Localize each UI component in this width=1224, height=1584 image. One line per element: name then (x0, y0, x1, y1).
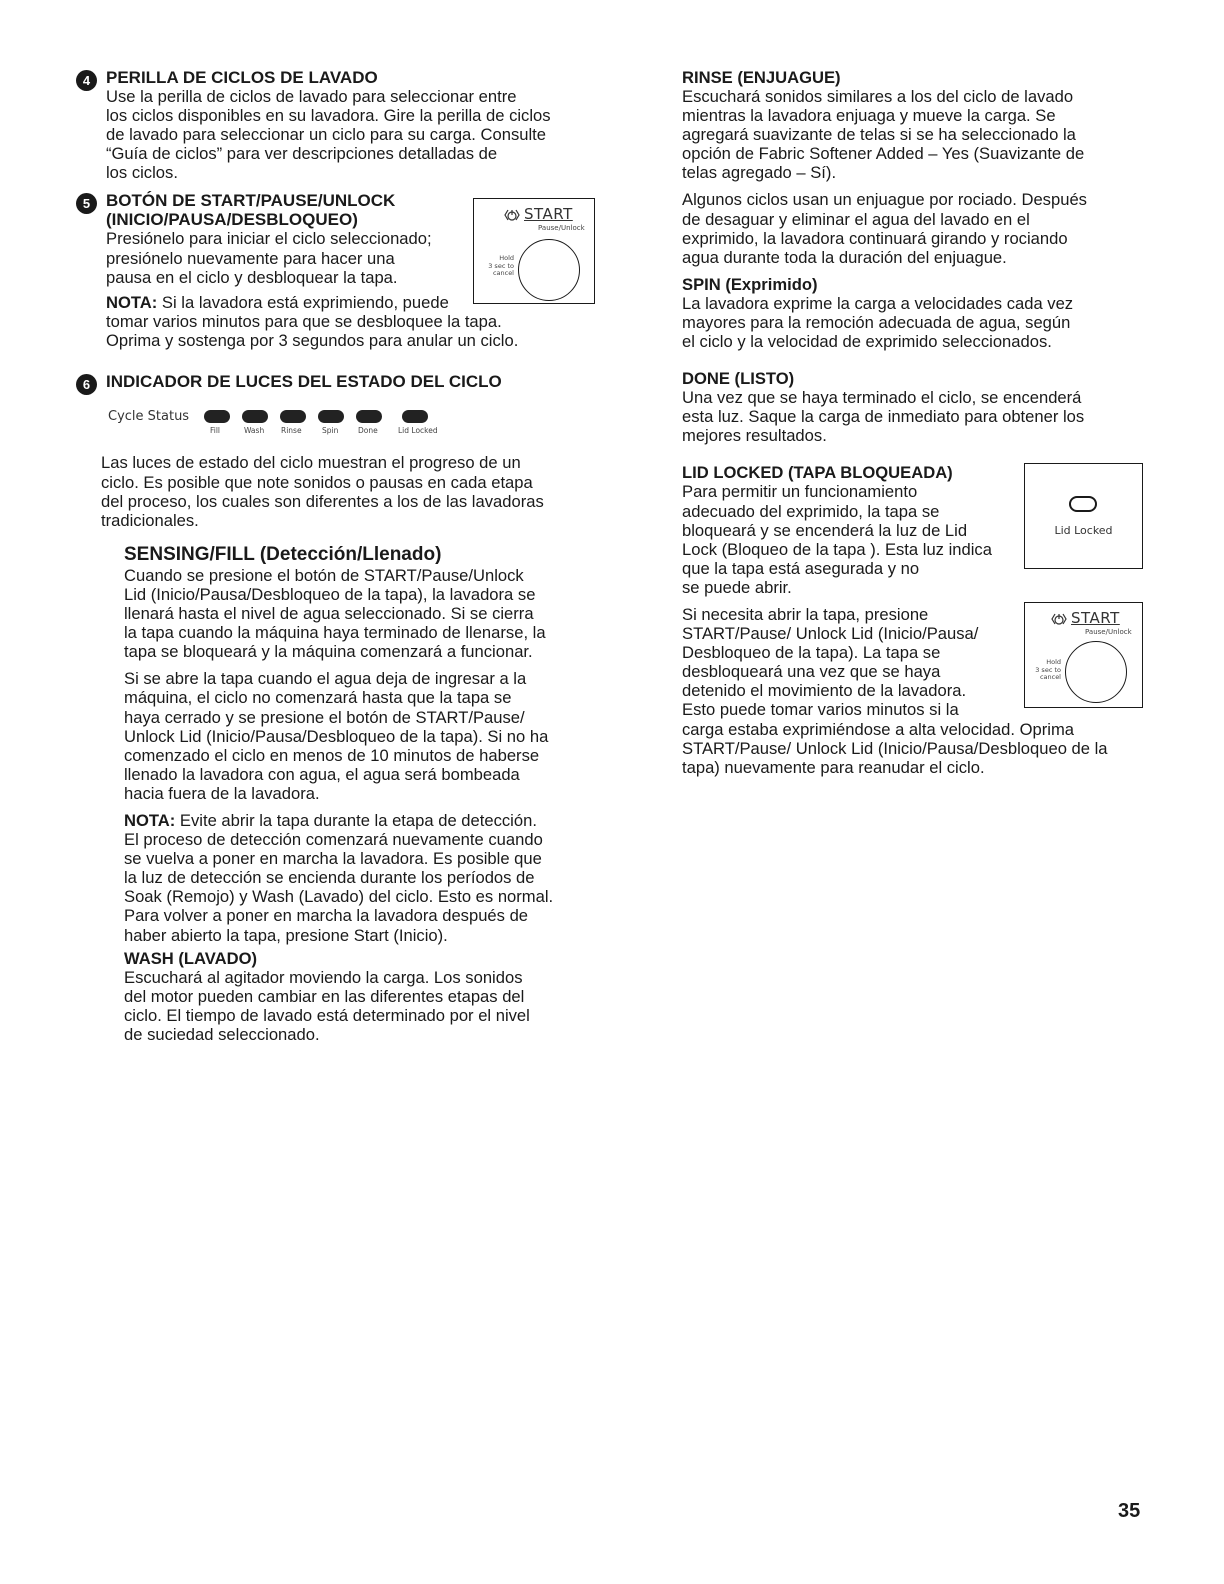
section-title: INDICADOR DE LUCES DEL ESTADO DEL CICLO (106, 372, 502, 392)
text-line: máquina, el ciclo no comenzará hasta que la tapa se (124, 688, 512, 708)
left-column (76, 68, 606, 1044)
text-line: esta luz. Saque la carga de inmediato para obtener los (682, 407, 1085, 427)
text-line: Para permitir un funcionamiento (682, 482, 918, 502)
text-line: mejores resultados. (682, 426, 827, 446)
text-line: agua durante toda la duración del enjuague. (682, 247, 1007, 267)
cycle-status-lights (76, 405, 606, 439)
done-title: DONE (LISTO) (682, 369, 795, 389)
done-tag: Done (358, 426, 378, 436)
page-number: 35 (1118, 1500, 1141, 1522)
text-line: El proceso de detección comenzará nuevamente cuando (124, 830, 543, 850)
text-line: Escuchará al agitador moviendo la carga. Los sonidos (124, 967, 523, 987)
text-line: de desaguar y eliminar el agua del lavado en el (682, 209, 1030, 229)
text-line: del motor pueden cambiar en las diferentes etapas del (124, 986, 525, 1006)
text-line: se puede abrir. (682, 577, 792, 597)
text-line: Una vez que se haya terminado el ciclo, se encenderá (682, 388, 1082, 408)
section-title: PERILLA DE CICLOS DE LAVADO (106, 68, 378, 87)
text-line: la tapa cuando la máquina haya terminado de llenarse, la (124, 623, 546, 643)
wash-title: WASH (LAVADO) (124, 948, 258, 968)
section-cycle-status (76, 372, 606, 1044)
spin-title: SPIN (Exprimido) (682, 274, 818, 294)
text-line: mientras la lavadora enjuaga y mueve la carga. Se (682, 106, 1056, 126)
text-line: ciclo. Es posible que note sonidos o pausas en cada etapa (101, 472, 533, 492)
start-button-circle[interactable] (518, 239, 580, 301)
text-line: agregará suavizante de telas si se ha seleccionado la (682, 125, 1076, 145)
text-line: Soak (Remojo) y Wash (Lavado) del ciclo. Esto es normal. (124, 887, 554, 907)
text-line: mayores para la remoción adecuada de agua, según (682, 312, 1071, 332)
start-button-illustration (473, 198, 595, 304)
text-line: Use la perilla de ciclos de lavado para seleccionar entre (106, 87, 517, 106)
pause-unlock-label: Pause/Unlock (1085, 628, 1132, 636)
text-line: tapa) nuevamente para reanudar el ciclo. (682, 757, 985, 777)
text-line: llenado la lavadora con agua, el agua será bombeada (124, 764, 520, 784)
hold-cancel-label (478, 255, 514, 278)
text-line: La lavadora exprime la carga a velocidades cada vez (682, 293, 1074, 313)
text-line: bloqueará y se encenderá la luz de Lid (682, 520, 968, 540)
text-line: que la tapa está asegurada y no (682, 558, 920, 578)
lid-locked-light (402, 410, 428, 423)
text-line: el ciclo y la velocidad de exprimido seleccionados. (682, 332, 1052, 352)
text-line: se vuelva a poner en marcha la lavadora. Es posible que (124, 849, 542, 869)
text-line: Desbloqueo de la tapa). La tapa se (682, 643, 941, 663)
text-line: Lid (Inicio/Pausa/Desbloqueo de la tapa), la lavadora se (124, 584, 536, 604)
text-line: Escuchará sonidos similares a los del ciclo de lavado (682, 87, 1074, 106)
hold-line: Hold (499, 254, 514, 262)
section-cycle-knob (76, 68, 606, 182)
text-line: hacia fuera de la lavadora. (124, 783, 320, 803)
text-line: exprimido, la lavadora continuará girando y rociando (682, 228, 1068, 248)
rinse-title: RINSE (ENJUAGUE) (682, 68, 841, 87)
text-line: los ciclos. (106, 163, 178, 183)
text-line: Algunos ciclos usan un enjuague por rociado. Después (682, 190, 1087, 210)
fill-light (204, 410, 230, 423)
text-line: pausa en el ciclo y desbloquear la tapa. (106, 267, 398, 287)
text-line: Para volver a poner en marcha la lavadora después de (124, 906, 529, 926)
text-line: carga estaba exprimiéndose a alta velocidad. Oprima (682, 719, 1075, 739)
done-light (356, 410, 382, 423)
power-icon (504, 207, 520, 223)
text-line: los ciclos disponibles en su lavadora. Gire la perilla de ciclos (106, 106, 551, 126)
cycle-status-label: Cycle Status (108, 409, 190, 425)
text-line: del proceso, los cuales son diferentes a los de las lavadoras (101, 491, 544, 511)
text-line: Esto puede tomar varios minutos si la (682, 700, 959, 720)
text-line: Lock (Bloqueo de la tapa ). Esta luz indica (682, 539, 992, 559)
spin-tag: Spin (322, 426, 339, 436)
hold-line: 3 sec to (488, 261, 514, 270)
rinse-light (280, 410, 306, 423)
text-line: adecuado del exprimido, la tapa se (682, 501, 940, 521)
note-label: NOTA: (106, 292, 158, 312)
wash-light (242, 410, 268, 423)
text-line: Las luces de estado del ciclo muestran el progreso de un (101, 453, 521, 473)
lid-locked-illustration (1024, 463, 1143, 569)
section-number-5: 5 (76, 193, 97, 214)
text-line: comenzado el ciclo en menos de 10 minutos de haberse (124, 745, 540, 765)
text-line: tapa se bloqueará y la máquina comenzará a funcionar. (124, 642, 533, 662)
section-number-6: 6 (76, 374, 97, 395)
hold-line: cancel (1039, 673, 1061, 681)
text-line: START/Pause/ Unlock Lid (Inicio/Pausa/ (682, 624, 979, 644)
hold-line: Hold (1046, 658, 1061, 666)
note-text: Evite abrir la tapa durante la etapa de detección. (175, 810, 537, 830)
text-line: de lavado para seleccionar un ciclo para su carga. Consulte (106, 125, 546, 145)
section-start-button (76, 191, 606, 356)
text-line: Si se abre la tapa cuando el agua deja de ingresar a la (124, 669, 527, 689)
text-line: tradicionales. (101, 510, 199, 530)
hold-line: cancel (492, 269, 514, 277)
text-line: desbloqueará una vez que se haya (682, 662, 941, 682)
lid-locked-title: LID LOCKED (TAPA BLOQUEADA) (682, 463, 953, 483)
text-line: haber abierto la tapa, presione Start (Inicio). (124, 925, 448, 945)
text-line: “Guía de ciclos” para ver descripciones detalladas de (106, 144, 498, 164)
start-button-illustration-2 (1024, 602, 1143, 708)
section-number-4: 4 (76, 70, 97, 91)
text-line: haya cerrado y se presione el botón de START/Pause/ (124, 707, 525, 727)
hold-line: 3 sec to (1035, 665, 1061, 674)
text-line: llenará hasta el nivel de agua seleccionado. Si se cierra (124, 604, 534, 624)
text-line: Unlock Lid (Inicio/Pausa/Desbloqueo de la tapa). Si no ha (124, 726, 549, 746)
fill-tag: Fill (210, 426, 221, 436)
lid-locked-tag: Lid Locked (398, 426, 438, 436)
section-title: BOTÓN DE START/PAUSE/UNLOCK (106, 191, 396, 211)
text-line: Cuando se presione el botón de START/Pause/Unlock (124, 565, 524, 585)
note-text: Si la lavadora está exprimiendo, puede (157, 292, 449, 312)
start-label: START (524, 205, 573, 223)
text-line: la luz de detección se encienda durante los períodos de (124, 868, 535, 888)
note-paragraph (124, 811, 606, 830)
text-line: Si necesita abrir la tapa, presione (682, 604, 929, 624)
text-line: opción de Fabric Softener Added – Yes (Suavizante de (682, 144, 1085, 164)
sensing-title: SENSING/FILL (Detección/Llenado) (124, 543, 442, 565)
start-button-circle[interactable] (1065, 641, 1127, 703)
text-line: Oprima y sostenga por 3 segundos para anular un ciclo. (106, 330, 519, 350)
text-line: de suciedad seleccionado. (124, 1024, 320, 1044)
text-line: tomar varios minutos para que se desbloquee la tapa. (106, 311, 502, 331)
spin-light (318, 410, 344, 423)
section-title-2: (INICIO/PAUSA/DESBLOQUEO) (106, 210, 358, 230)
power-icon (1051, 611, 1067, 627)
lid-locked-light-icon (1069, 496, 1097, 512)
text-line: START/Pause/ Unlock Lid (Inicio/Pausa/Desbloqueo de la (682, 738, 1108, 758)
text-line: presiónelo nuevamente para hacer una (106, 248, 395, 268)
text-line: detenido el movimiento de la lavadora. (682, 681, 967, 701)
text-line: ciclo. El tiempo de lavado está determinado por el nivel (124, 1005, 530, 1025)
text-line: Presiónelo para iniciar el ciclo seleccionado; (106, 229, 432, 249)
text-line: telas agregado – Sí). (682, 163, 837, 183)
pause-unlock-label: Pause/Unlock (538, 224, 585, 232)
wash-tag: Wash (244, 426, 265, 436)
note-label: NOTA: (124, 810, 176, 830)
rinse-tag: Rinse (281, 426, 302, 436)
lid-locked-label: Lid Locked (1054, 524, 1113, 537)
hold-cancel-label (1027, 659, 1061, 682)
start-label: START (1071, 609, 1120, 627)
